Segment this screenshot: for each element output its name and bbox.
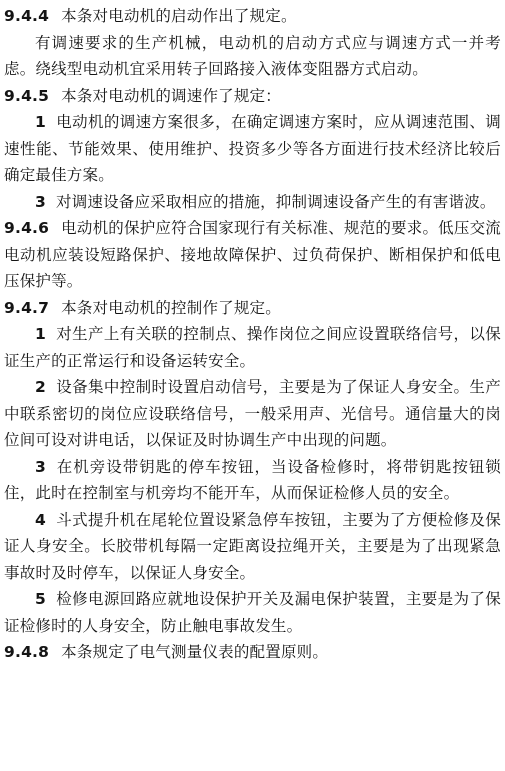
item-text: 检修电源回路应就地设保护开关及漏电保护装置，主要是为了保证检修时的人身安全，防止触电事故发生。: [4, 590, 501, 635]
clause-9-4-8: [4, 639, 501, 666]
clause-text: 本条规定了电气测量仪表的配置原则。: [61, 643, 329, 661]
clause-number: 9.4.7: [4, 298, 50, 317]
list-item: [4, 454, 501, 507]
clause-text: 本条对电动机的控制作了规定。: [61, 298, 281, 317]
item-number: 4: [35, 510, 46, 529]
list-item: [4, 586, 501, 639]
clause-number: 9.4.8: [4, 643, 50, 661]
item-text: 在机旁设带钥匙的停车按钮，当设备检修时，将带钥匙按钮锁住，此时在控制室与机旁均不能开车，从而保证检修人员的安全。: [4, 457, 501, 502]
item-text: 电动机的调速方案很多，在确定调速方案时，应从调速范围、调速性能、节能效果、使用维护、投资多少等各方面进行技术经济比较后确定最佳方案。: [4, 113, 501, 184]
clause-text: 本条对电动机的启动作出了规定。: [61, 7, 297, 25]
item-number: 3: [35, 457, 46, 476]
clause-number: 9.4.5: [4, 86, 50, 105]
list-item: [4, 189, 501, 216]
item-text: 对调速设备应采取相应的措施，抑制调速设备产生的有害谐波。: [56, 192, 496, 211]
list-item: [4, 321, 501, 374]
clause-9-4-7: [4, 295, 501, 322]
clause-text: 电动机的保护应符合国家现行有关标准、规范的要求。低压交流电动机应装设短路保护、接地故障保护、过负荷保护、断相保护和低电压保护等。: [4, 219, 501, 290]
list-item: [4, 109, 501, 189]
item-number: 1: [35, 325, 46, 343]
list-item: [4, 507, 501, 587]
clause-9-4-4: [4, 3, 501, 30]
item-number: 3: [35, 192, 46, 211]
clause-paragraph: 有调速要求的生产机械，电动机的启动方式应与调速方式一并考虑。绕线型电动机宜采用转子回路接入液体变阻器方式启动。: [4, 33, 501, 78]
list-item: [4, 374, 501, 454]
clause-text: 本条对电动机的调速作了规定：: [61, 86, 281, 105]
item-number: 1: [35, 113, 46, 131]
item-number: 5: [35, 590, 46, 608]
item-text: 斗式提升机在尾轮位置设紧急停车按钮，主要为了方便检修及保证人身安全。长胶带机每隔一定距离设拉绳开关，主要是为了出现紧急事故时及时停车，以保证人身安全。: [4, 510, 501, 582]
item-text: 设备集中控制时设置启动信号，主要是为了保证人身安全。生产中联系密切的岗位应设联络信号，一般采用声、光信号。通信量大的岗位间可设对讲电话，以保证及时协调生产中出现的问题。: [4, 378, 501, 449]
item-number: 2: [35, 378, 46, 396]
clause-number: 9.4.6: [4, 219, 50, 237]
clause-9-4-6: [4, 215, 501, 295]
clause-9-4-5: [4, 83, 501, 110]
clause-number: 9.4.4: [4, 7, 50, 25]
item-text: 对生产上有关联的控制点、操作岗位之间应设置联络信号，以保证生产的正常运行和设备运转安全。: [4, 325, 501, 370]
